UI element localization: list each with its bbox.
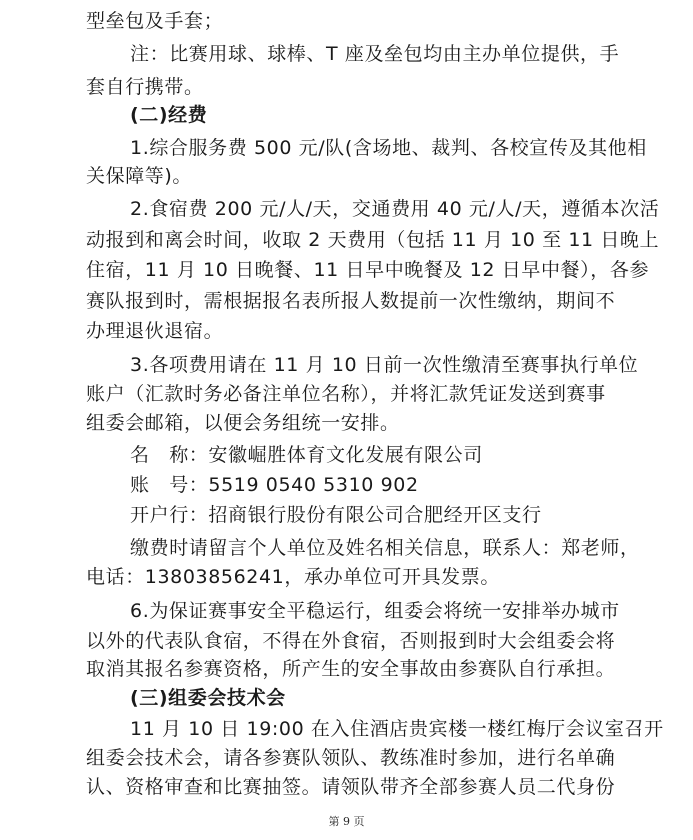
- text-line: 11 月 10 日 19:00 在入住酒店贵宾楼一楼红梅厅会议室召开: [130, 718, 664, 740]
- text-line: 办理退伙退宿。: [86, 320, 224, 342]
- text-line: 组委会技术会，请各参赛队领队、教练准时参加，进行名单确: [86, 747, 616, 769]
- text-line: 关保障等)。: [86, 165, 193, 187]
- text-line: 1.综合服务费 500 元/队(含场地、裁判、各校宣传及其他相: [130, 137, 647, 159]
- text-line: 6.为保证赛事安全平稳运行，组委会将统一安排举办城市: [130, 600, 620, 622]
- text-line: 组委会邮箱，以便会务组统一安排。: [86, 412, 400, 434]
- text-line: 2.食宿费 200 元/人/天，交通费用 40 元/人/天，遵循本次活: [130, 198, 660, 220]
- text-line: 认、资格审查和比赛抽签。请领队带齐全部参赛人员二代身份: [86, 776, 616, 798]
- text-line: 套自行携带。: [86, 76, 204, 98]
- page-number: 第 9 页: [328, 815, 365, 828]
- text-line: 赛队报到时，需根据报名表所报人数提前一次性缴纳，期间不: [86, 290, 616, 312]
- text-line: 以外的代表队食宿，不得在外食宿，否则报到时大会组委会将: [86, 630, 616, 652]
- section-heading: (二)经费: [130, 104, 208, 126]
- text-line: 住宿，11 月 10 日晚餐、11 日早中晚餐及 12 日早中餐），各参: [86, 259, 650, 281]
- section-heading: (三)组委会技术会: [130, 687, 286, 709]
- text-line: 账户（汇款时务必备注单位名称），并将汇款凭证发送到赛事: [86, 383, 606, 405]
- account-number-line: 账 号：5519 0540 5310 902: [130, 474, 419, 496]
- text-line: 动报到和离会时间，收取 2 天费用（包括 11 月 10 至 11 日晚上: [86, 229, 660, 251]
- text-line: 3.各项费用请在 11 月 10 日前一次性缴清至赛事执行单位: [130, 354, 639, 376]
- text-line: 取消其报名参赛资格，所产生的安全事故由参赛队自行承担。: [86, 658, 616, 680]
- text-line: 电话：13803856241，承办单位可开具发票。: [86, 566, 500, 588]
- bank-line: 开户行：招商银行股份有限公司合肥经开区支行: [130, 504, 542, 526]
- text-line: 型垒包及手套；: [86, 10, 224, 32]
- text-line: 缴费时请留言个人单位及姓名相关信息，联系人：郑老师，: [130, 537, 640, 559]
- text-line: 注：比赛用球、球棒、T 座及垒包均由主办单位提供，手: [130, 43, 620, 65]
- account-name-line: 名 称：安徽崛胜体育文化发展有限公司: [130, 444, 483, 466]
